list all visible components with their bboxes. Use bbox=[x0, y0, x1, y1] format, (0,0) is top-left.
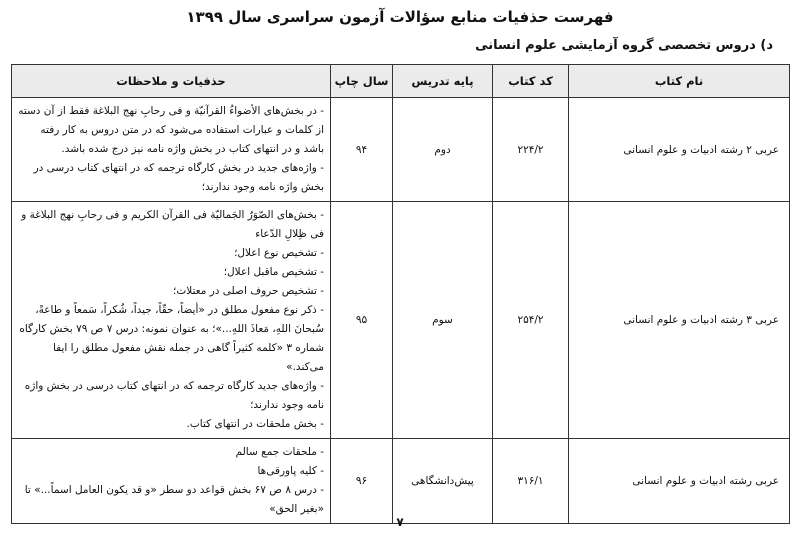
header-grade: پایه تدریس bbox=[393, 65, 493, 98]
grade-cell: سوم bbox=[393, 202, 493, 439]
note-line: - بخش ملحقات در انتهای کتاب. bbox=[186, 418, 324, 430]
year-cell: ۹۶ bbox=[331, 439, 393, 524]
note-line: - تشخیص نوع اعلال؛ bbox=[234, 247, 324, 259]
note-line: - تشخیص ماقبل اعلال؛ bbox=[223, 266, 324, 278]
note-line: - تشخیص حروف اصلی در معتلات؛ bbox=[173, 285, 324, 297]
deletions-table bbox=[11, 64, 790, 524]
book-code-cell: ۳۱۶/۱ bbox=[493, 439, 569, 524]
header-book-name: نام کتاب bbox=[569, 65, 790, 98]
book-name-cell: عربی رشته ادبیات و علوم انسانی bbox=[569, 439, 790, 524]
grade-cell: دوم bbox=[393, 98, 493, 202]
header-print-year: سال چاپ bbox=[331, 65, 393, 98]
note-line: - در بخش‌های الأضواءُ القرآنیّة و فی رحابِ نهج البلاغة فقط از آن دسته از کلمات و عبارات استفاده می‌شود که در متن دروس به کار رفته باشد و در انتهای کتاب در بخش واژه نامه نیز درج شده باشد. bbox=[18, 105, 324, 155]
section-subtitle: د) دروس تخصصی گروه آزمایشی علوم انسانی bbox=[475, 38, 773, 53]
page-title: فهرست حذفیات منابع سؤالات آزمون سراسری سال ۱۳۹۹ bbox=[186, 8, 614, 26]
book-name-cell: عربی ۳ رشته ادبیات و علوم انسانی bbox=[569, 202, 790, 439]
note-line: - ذکر نوع مفعول مطلق در «أیضاً، حقّاً، جیداً، شُکراً، سَمعاً و طاعةً، سُبحانَ اللهِ، مَعاذَ اللهِ...»؛ به عنوان نمونه: درس ۷ ص ۷۹ بخش کارگاه شماره ۳ «کلمه کثیراً گاهی در جمله نقش مفعول مطلق را ایفا می‌کند.» bbox=[19, 304, 324, 373]
table-row bbox=[12, 202, 790, 439]
note-line: - درس ۸ ص ۶۷ بخش قواعد دو سطر «و قد یکون العامل اسماً...» تا «بغیر الحق» bbox=[24, 484, 324, 515]
year-cell: ۹۵ bbox=[331, 202, 393, 439]
book-code-cell: ۲۲۴/۲ bbox=[493, 98, 569, 202]
note-line: - واژه‌های جدید در بخش کارگاه ترجمه که در انتهای کتاب درسی در بخش واژه نامه وجود ندارند؛ bbox=[33, 162, 324, 193]
header-notes: حذفیات و ملاحظات bbox=[12, 65, 331, 98]
page-number: ۷ bbox=[396, 515, 404, 529]
book-name-cell: عربی ۲ رشته ادبیات و علوم انسانی bbox=[569, 98, 790, 202]
table-row bbox=[12, 439, 790, 524]
note-line: - واژه‌های جدید کارگاه ترجمه که در انتهای کتاب درسی در بخش واژه نامه وجود ندارند؛ bbox=[24, 380, 324, 411]
book-code-cell: ۲۵۴/۲ bbox=[493, 202, 569, 439]
table-row bbox=[12, 98, 790, 202]
year-cell: ۹۴ bbox=[331, 98, 393, 202]
notes-cell bbox=[12, 439, 331, 524]
note-line: - بخش‌های الصّوَرُ الجَمالیّة فی القرآن الکریم و فی رحابِ نهج البلاغة و فی ظِلالِ الدّعاء bbox=[21, 209, 324, 240]
notes-cell bbox=[12, 202, 331, 439]
notes-cell bbox=[12, 98, 331, 202]
note-line: - ملحقات جمع سالم bbox=[235, 446, 324, 458]
grade-cell: پیش‌دانشگاهی bbox=[393, 439, 493, 524]
header-book-code: کد کتاب bbox=[493, 65, 569, 98]
table-header-row bbox=[12, 65, 790, 98]
note-line: - کلیه پاورقی‌ها bbox=[257, 465, 324, 477]
